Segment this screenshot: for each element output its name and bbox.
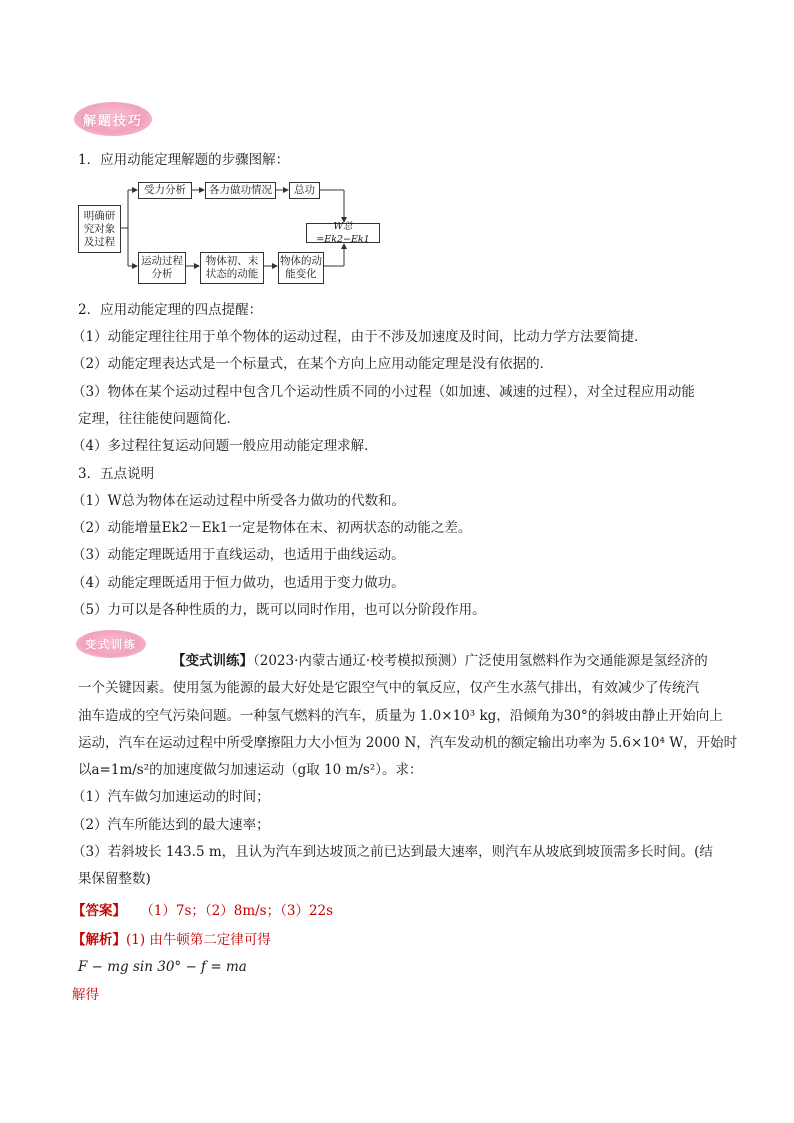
section3-item-1: （1）W总为物体在运动过程中所受各力做功的代数和。: [72, 493, 405, 509]
section2-item-4: （4）多过程往复运动问题一般应用动能定理求解．: [72, 438, 378, 454]
problem-line-4: 运动，汽车在运动过程中所受摩擦阻力大小恒为 2000 N，汽车发动机的额定输出功率为 5.6×10⁴ W，开始时: [78, 735, 738, 751]
section3-item-3: （3）动能定理既适用于直线运动，也适用于曲线运动。: [72, 547, 405, 563]
problem-question-1: （1）汽车做匀加速运动的时间；: [72, 789, 270, 805]
section2-item-2: （2）动能定理表达式是一个标量式，在某个方向上应用动能定理是没有依据的．: [72, 356, 554, 372]
analysis-label: 【解析】: [72, 932, 126, 948]
section2-item-3-cont: 定理，往往能使问题简化．: [78, 411, 240, 427]
answer-text: （1）7s；（2）8m/s；（3）22s: [140, 903, 334, 919]
problem-source: （2023·内蒙古通辽·校考模拟预测）: [253, 653, 465, 669]
analysis-conclusion: 解得: [72, 987, 99, 1003]
answer-line: [72, 901, 722, 921]
problem-label: 【变式训练】: [172, 653, 253, 669]
flow-kinetic-change-box: 物体的动能变化: [278, 252, 324, 284]
section2-title: 2．应用动能定理的四点提醒：: [78, 302, 263, 318]
tips-badge: 解题技巧: [74, 102, 152, 136]
flow-total-work-box: 总功: [289, 182, 320, 199]
training-badge: 变式训练: [76, 630, 146, 658]
flow-force-analysis-box: 受力分析: [138, 182, 192, 199]
analysis-line: [72, 930, 722, 950]
problem-question-3-cont: 果保留整数): [78, 871, 151, 887]
section3-item-5: （5）力可以是各种性质的力，既可以同时作用，也可以分阶段作用。: [72, 602, 486, 618]
problem-first-line: [172, 651, 728, 671]
problem-line-3: 油车造成的空气污染问题。一种氢气燃料的汽车，质量为 1.0×10³ kg，沿倾角为30°的斜坡由静止开始向上: [78, 708, 723, 724]
section3-title: 3．五点说明: [78, 466, 155, 482]
analysis-text: (1) 由牛顿第二定律可得: [126, 932, 271, 948]
section3-item-2: （2）动能增量Ek2－Ek1一定是物体在末、初两状态的动能之差。: [72, 520, 472, 536]
problem-question-3: （3）若斜坡长 143.5 m，且认为汽车到达坡顶之前已达到最大速率，则汽车从坡底到坡顶需多长时间。(结: [72, 844, 713, 860]
flow-start-box: 明确研究对象及过程: [78, 205, 121, 253]
section3-item-4: （4）动能定理既适用于恒力做功，也适用于变力做功。: [72, 575, 405, 591]
answer-label: 【答案】: [72, 903, 126, 919]
problem-question-2: （2）汽车所能达到的最大速率；: [72, 817, 270, 833]
flow-result-box: W总=Ek2−Ek1: [306, 223, 380, 243]
problem-line-2: 一个关键因素。使用氢为能源的最大好处是它跟空气中的氧反应，仅产生水蒸气排出，有效减少了传统汽: [78, 680, 699, 696]
flow-kinetic-states-box: 物体初、末状态的动能: [200, 252, 264, 284]
flow-motion-analysis-box: 运动过程分析: [138, 252, 186, 284]
problem-line-5: 以a=1m/s²的加速度做匀加速运动（g取 10 m/s²）。求：: [78, 762, 423, 778]
flowchart: [78, 178, 378, 288]
problem-line-1: 广泛使用氢燃料作为交通能源是氢经济的: [464, 653, 708, 669]
section2-item-3: （3）物体在某个运动过程中包含几个运动性质不同的小过程（如加速、减速的过程），对全过程应用动能: [72, 384, 695, 400]
analysis-equation: F − mg sin 30° − f = ma: [78, 959, 247, 975]
flow-work-box: 各力做功情况: [205, 182, 276, 199]
section2-item-1: （1）动能定理往往用于单个物体的运动过程，由于不涉及加速度及时间，比动力学方法要简捷．: [72, 329, 648, 345]
section1-title: 1．应用动能定理解题的步骤图解：: [78, 152, 290, 168]
